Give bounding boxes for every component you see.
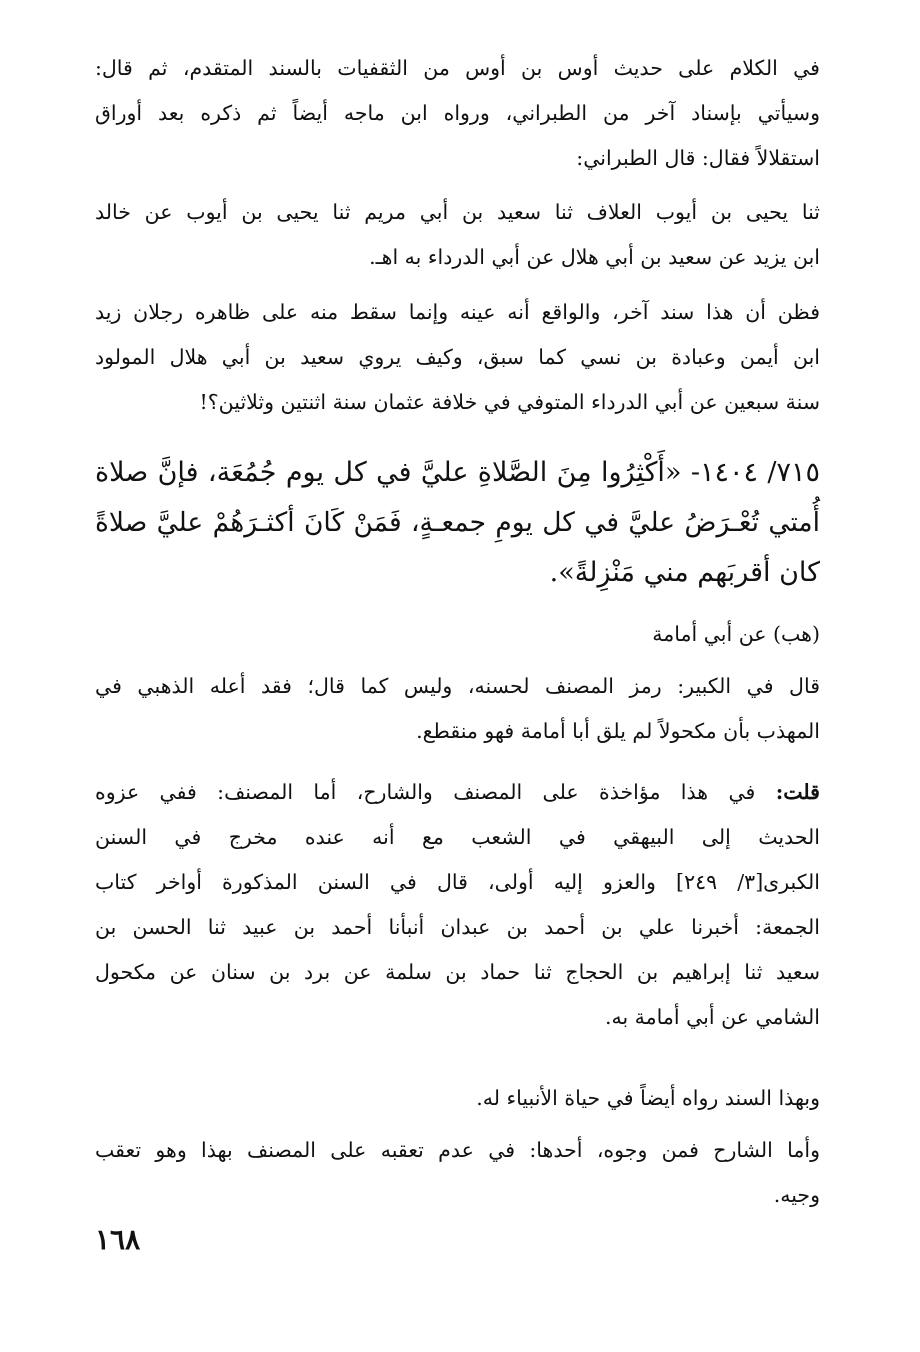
text-fragment: في هذا مؤاخذة على المصنف والشارح، أما المصنف: ففي عزوه	[95, 780, 776, 804]
text-line: سعيد ثنا إبراهيم بن الحجاج ثنا حماد بن سلمة عن برد بن سنان عن مكحول	[95, 960, 820, 984]
hadith-text	[95, 448, 820, 598]
paragraph-1	[95, 46, 820, 181]
text-line: ابن يزيد عن سعيد بن أبي هلال عن أبي الدرداء به اهـ.	[369, 245, 820, 269]
text-line: الحديث إلى البيهقي في الشعب مع أنه عنده مخرج في السنن	[95, 825, 820, 849]
text-line: فظن أن هذا سند آخر، والواقع أنه عينه وإنما سقط منه على ظاهره رجلان زيد	[95, 300, 820, 324]
text-line: ابن أيمن وعبادة بن نسي كما سبق، وكيف يروي سعيد بن أبي هلال المولود	[95, 345, 820, 369]
text-line	[95, 770, 820, 815]
text-line: الجمعة: أخبرنا علي بن أحمد بن عبدان أنبأنا أحمد بن عبيد ثنا الحسن بن	[95, 915, 820, 939]
text-line: في الكلام على حديث أوس بن أوس من الثقفيات بالسند المتقدم، ثم قال:	[95, 56, 820, 80]
text-line: الشامي عن أبي أمامة به.	[604, 1005, 820, 1029]
hadith-line: أُمتي تُعْـرَضُ عليَّ في كل يومِ جمعـةٍ، فَمَنْ كَانَ أكثـرَهُمْ عليَّ صلاةً	[95, 507, 820, 538]
paragraph-2	[95, 190, 820, 280]
hadith-line: كان أقربَهم مني مَنْزِلةً».	[549, 557, 820, 588]
hadith-source	[95, 612, 820, 657]
paragraph-3	[95, 290, 820, 425]
paragraph-5	[95, 770, 820, 1040]
text-line: وأما الشارح فمن وجوه، أحدها: في عدم تعقبه على المصنف بهذا وهو تعقب	[95, 1138, 820, 1162]
paragraph-4	[95, 664, 820, 754]
text-line: الكبرى[٣/ ٢٤٩] والعزو إليه أولى، قال في السنن المذكورة أواخر كتاب	[95, 870, 820, 894]
text-line: وجيه.	[773, 1183, 820, 1207]
text-line: وسيأتي بإسناد آخر من الطبراني، ورواه ابن ماجه أيضاً ثم ذكره بعد أوراق	[95, 101, 820, 125]
qult-label: قلت:	[775, 780, 820, 804]
hadith-line: ٧١٥/ ١٤٠٤- «أَكْثِرُوا مِنَ الصَّلاةِ عليَّ في كل يوم جُمُعَة، فإنَّ صلاة	[95, 457, 820, 488]
paragraph-6	[95, 1076, 820, 1121]
text-line: قال في الكبير: رمز المصنف لحسنه، وليس كما قال؛ فقد أعله الذهبي في	[95, 674, 820, 698]
paragraph-7	[95, 1128, 820, 1218]
text-line: ثنا يحيى بن أيوب العلاف ثنا سعيد بن أبي مريم ثنا يحيى بن أيوب عن خالد	[95, 200, 820, 224]
text-line: وبهذا السند رواه أيضاً في حياة الأنبياء له.	[476, 1086, 820, 1110]
text-line: المهذب بأن مكحولاً لم يلق أبا أمامة فهو منقطع.	[416, 719, 820, 743]
text-line: سنة سبعين عن أبي الدرداء المتوفي في خلافة عثمان سنة اثنتين وثلاثين؟!	[199, 390, 820, 414]
source-line: (هب) عن أبي أمامة	[652, 622, 820, 646]
text-line: استقلالاً فقال: قال الطبراني:	[576, 146, 820, 170]
page-number: ١٦٨	[95, 1223, 141, 1256]
